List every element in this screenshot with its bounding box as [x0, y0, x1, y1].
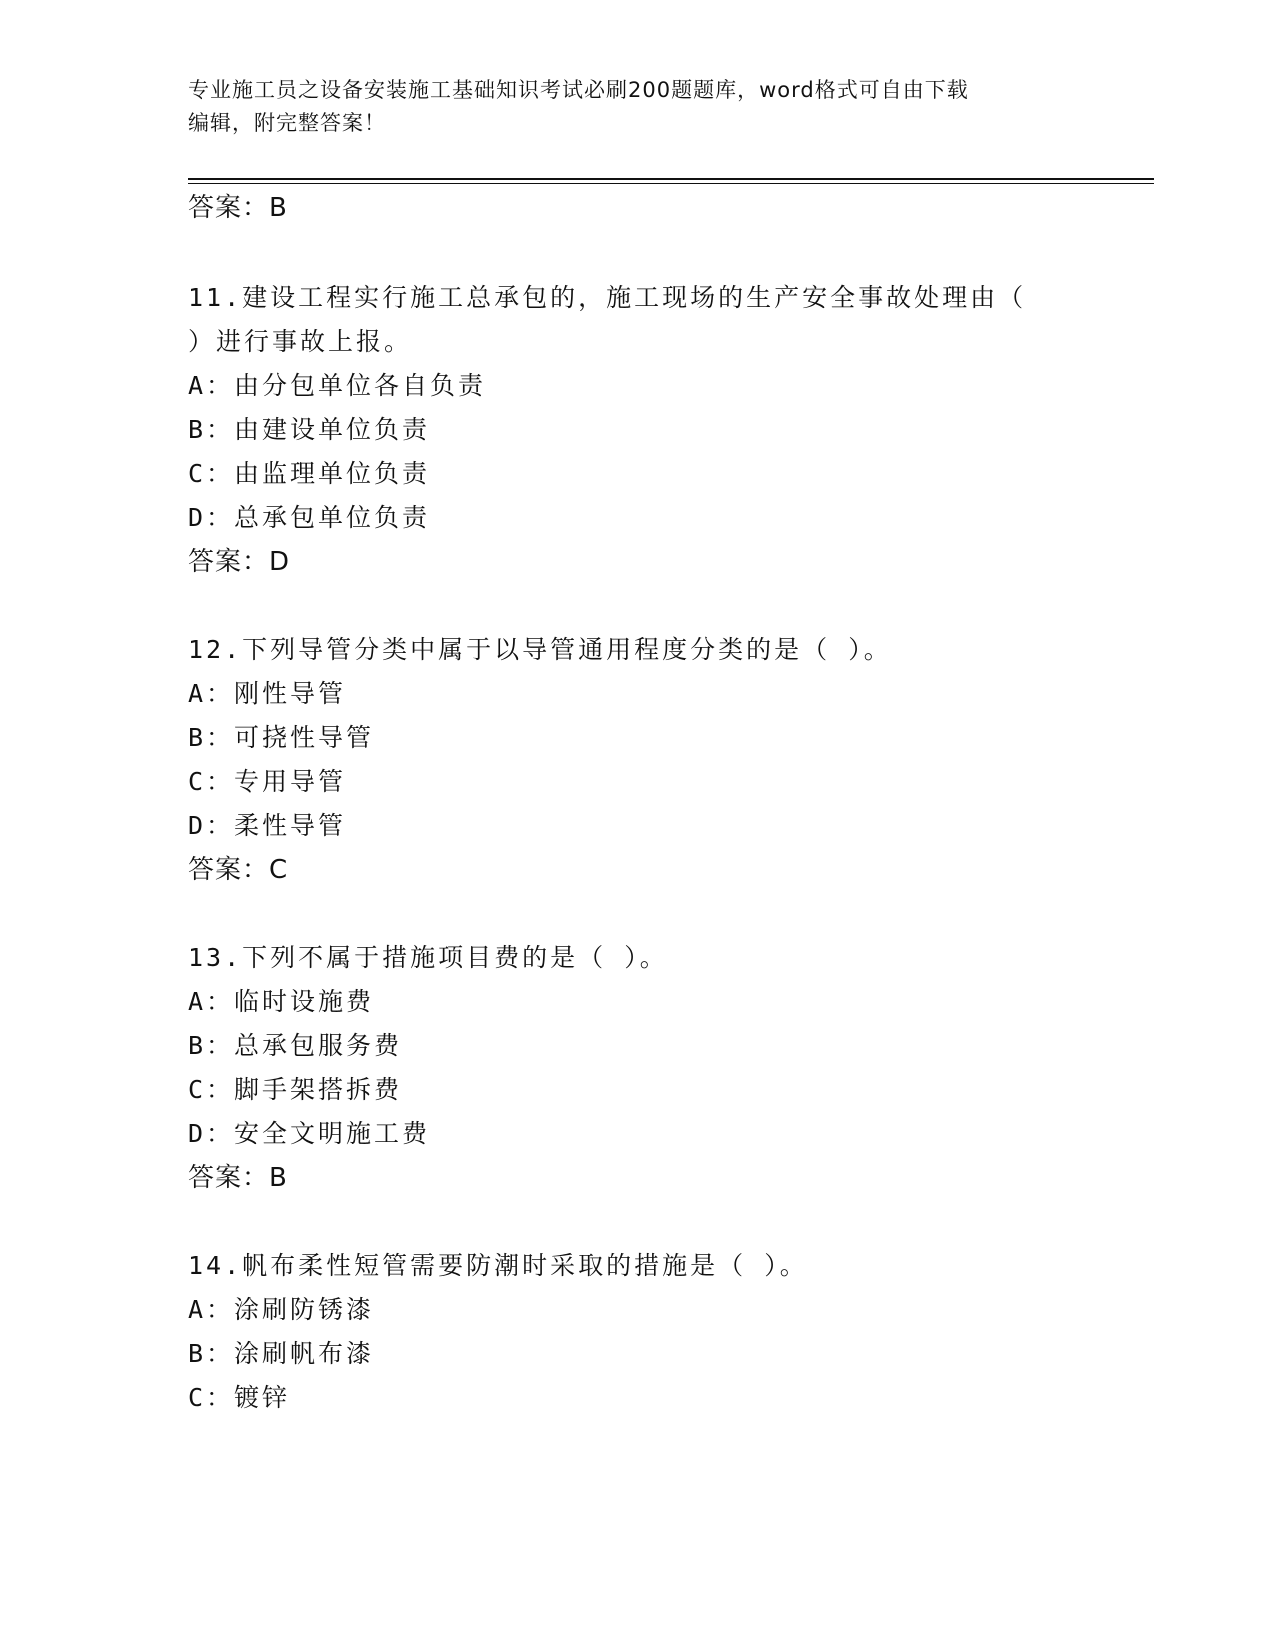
question-12-option-b: B：可挠性导管 [188, 723, 375, 752]
question-12-line-1: 12.下列导管分类中属于以导管通用程度分类的是（ ）。 [188, 635, 892, 664]
question-13-option-a: A：临时设施费 [188, 987, 375, 1016]
question-14-option-c: C：镀锌 [188, 1383, 291, 1412]
question-12-option-a: A：刚性导管 [188, 679, 347, 708]
document-header [188, 74, 1068, 140]
question-14-line-1: 14.帆布柔性短管需要防潮时采取的措施是（ ）。 [188, 1251, 808, 1280]
question-13-option-b: B：总承包服务费 [188, 1031, 403, 1060]
question-11-option-a: A：由分包单位各自负责 [188, 371, 487, 400]
question-14-option-b: B：涂刷帆布漆 [188, 1339, 375, 1368]
question-13-option-c: C：脚手架搭拆费 [188, 1075, 403, 1104]
header-line-1: 专业施工员之设备安装施工基础知识考试必刷200题题库，word格式可自由下载 [188, 78, 969, 102]
question-11-line-2: ）进行事故上报。 [188, 327, 413, 356]
header-line-2: 编辑，附完整答案！ [188, 111, 386, 135]
question-11-option-c: C：由监理单位负责 [188, 459, 431, 488]
question-13-answer: 答案：B [188, 1163, 288, 1193]
question-11-option-d: D：总承包单位负责 [188, 503, 431, 532]
question-14-option-a: A：涂刷防锈漆 [188, 1295, 375, 1324]
question-11-answer: 答案：D [188, 547, 291, 577]
header-divider-thin [188, 183, 1154, 184]
header-divider [188, 178, 1154, 180]
question-12-option-c: C：专用导管 [188, 767, 347, 796]
question-11-line-1: 11.建设工程实行施工总承包的，施工现场的生产安全事故处理由（ [188, 283, 1027, 312]
answer-line: 答案：B [188, 193, 288, 223]
question-12-answer: 答案：C [188, 855, 289, 885]
question-13-option-d: D：安全文明施工费 [188, 1119, 431, 1148]
question-12-option-d: D：柔性导管 [188, 811, 347, 840]
question-11-option-b: B：由建设单位负责 [188, 415, 431, 444]
question-13-line-1: 13.下列不属于措施项目费的是（ ）。 [188, 943, 668, 972]
